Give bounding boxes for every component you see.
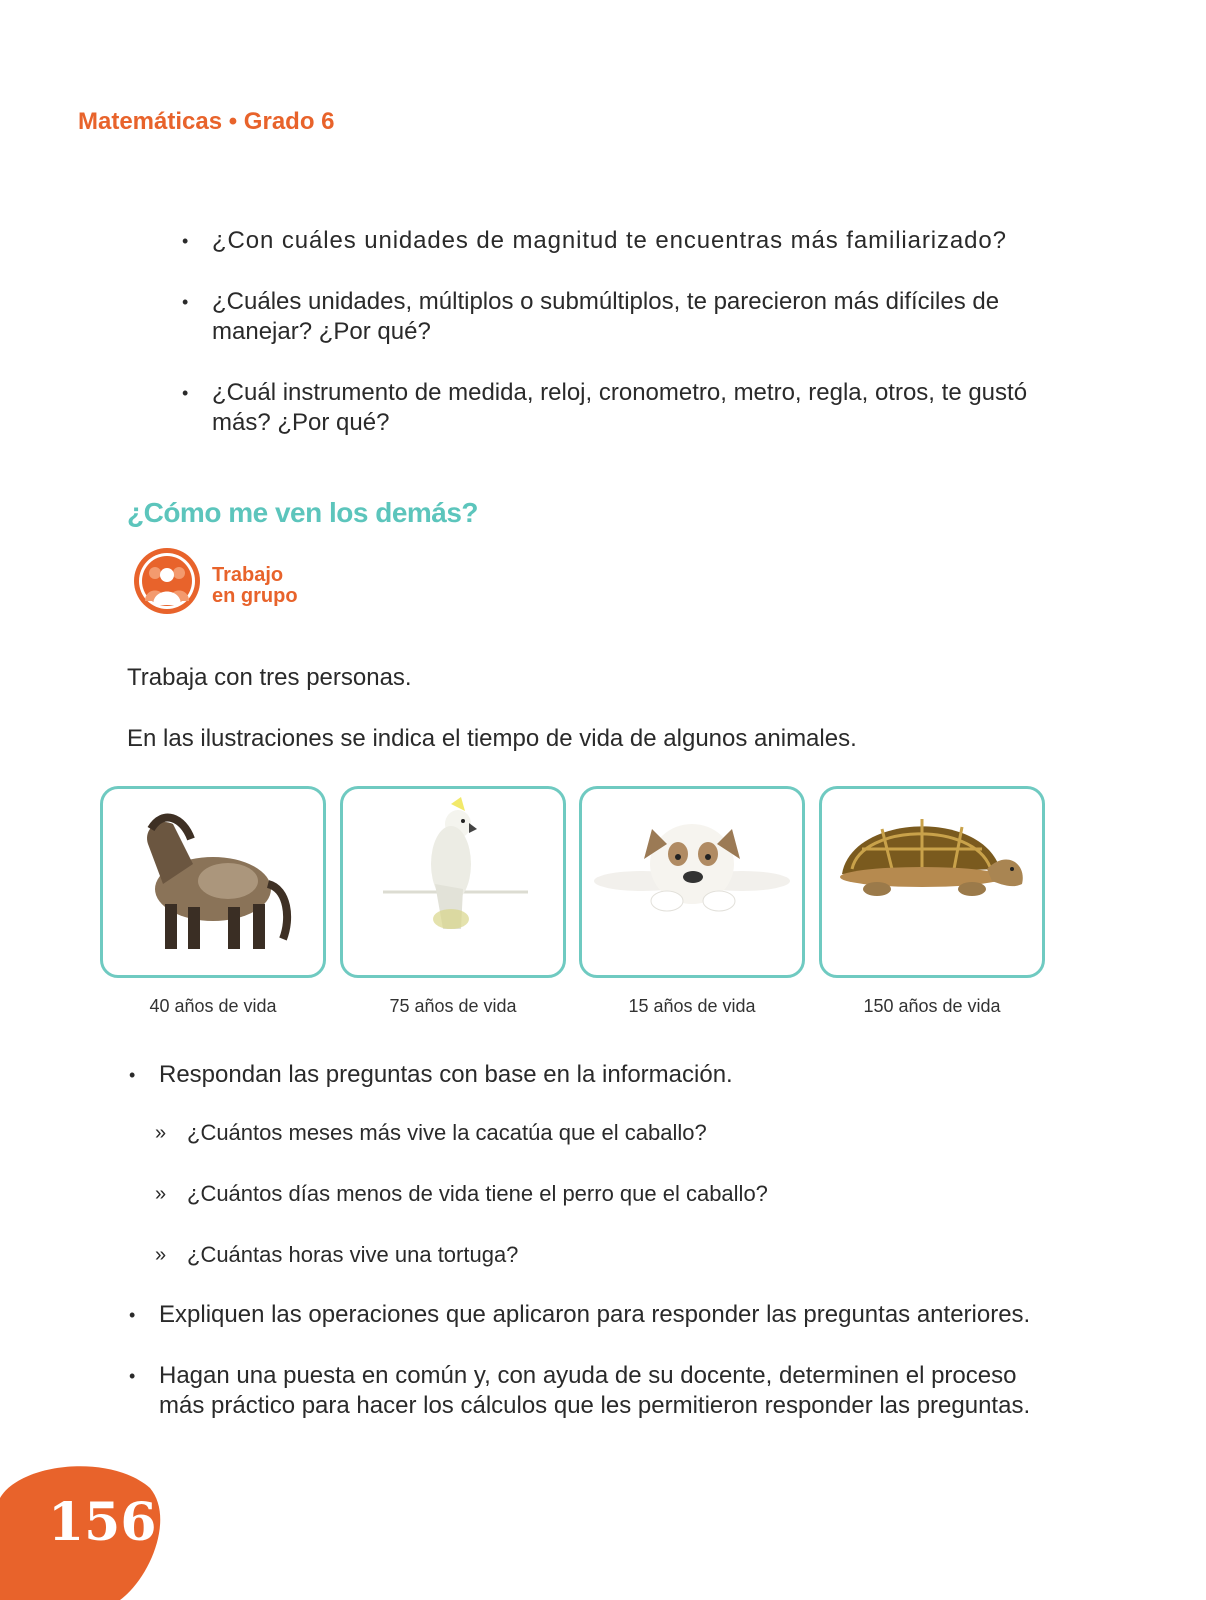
intro-paragraph: En las ilustraciones se indica el tiempo de vida de algunos animales. [127,725,857,752]
sub-bullet: » [155,1183,167,1205]
list-item: • ¿Con cuáles unidades de magnitud te encuentras más familiarizado? [182,227,1007,254]
cockatoo-image [340,786,566,978]
tortoise-image [819,786,1045,978]
sub-list-item: » ¿Cuántos días menos de vida tiene el perro que el caballo? [127,1179,1047,1209]
puppy-image [579,786,805,978]
reflection-questions [180,226,1040,469]
animal-caption: 150 años de vida [863,996,1001,1016]
bullet: • [182,383,189,403]
bullet: • [182,231,190,251]
sub-list-item: » ¿Cuántos meses más vive la cacatúa que el caballo? [127,1118,1047,1148]
section-title: ¿Cómo me ven los demás? [127,497,479,528]
group-people-icon [131,545,203,617]
list-item: • Expliquen las operaciones que aplicaron para responder las preguntas anteriores. [129,1301,1031,1328]
bullet: • [182,292,189,312]
bullet: • [129,1065,136,1085]
animal-caption: 15 años de vida [628,996,756,1016]
list-item: • ¿Cuáles unidades, múltiplos o submúltiplos, te parecieron más difíciles de manejar? ¿Por qué? [182,288,1000,345]
sub-bullet: » [155,1122,167,1144]
page-number: 156 [48,1492,157,1553]
animal-caption: 75 años de vida [389,996,517,1016]
group-work-label: Trabajo en grupo [212,564,298,607]
bullet: • [129,1305,136,1325]
animal-caption: 40 años de vida [149,996,277,1016]
list-item: • Respondan las preguntas con base en la información. [129,1061,733,1088]
header-title: Matemáticas • Grado 6 [78,108,335,135]
horse-image [100,786,326,978]
sub-list-item: » ¿Cuántas horas vive una tortuga? [127,1240,1047,1270]
sub-bullet: » [155,1244,167,1266]
bullet: • [129,1366,136,1386]
list-item: • ¿Cuál instrumento de medida, reloj, cronometro, metro, regla, otros, te gustó más? ¿Por qué? [182,379,1028,436]
intro-paragraph: Trabaja con tres personas. [127,664,412,691]
task-list [127,1060,1047,1421]
list-item: • Hagan una puesta en común y, con ayuda de su docente, determinen el proceso más práctico para hacer los cálculos que les permitieron responder las preguntas. [129,1362,1031,1419]
